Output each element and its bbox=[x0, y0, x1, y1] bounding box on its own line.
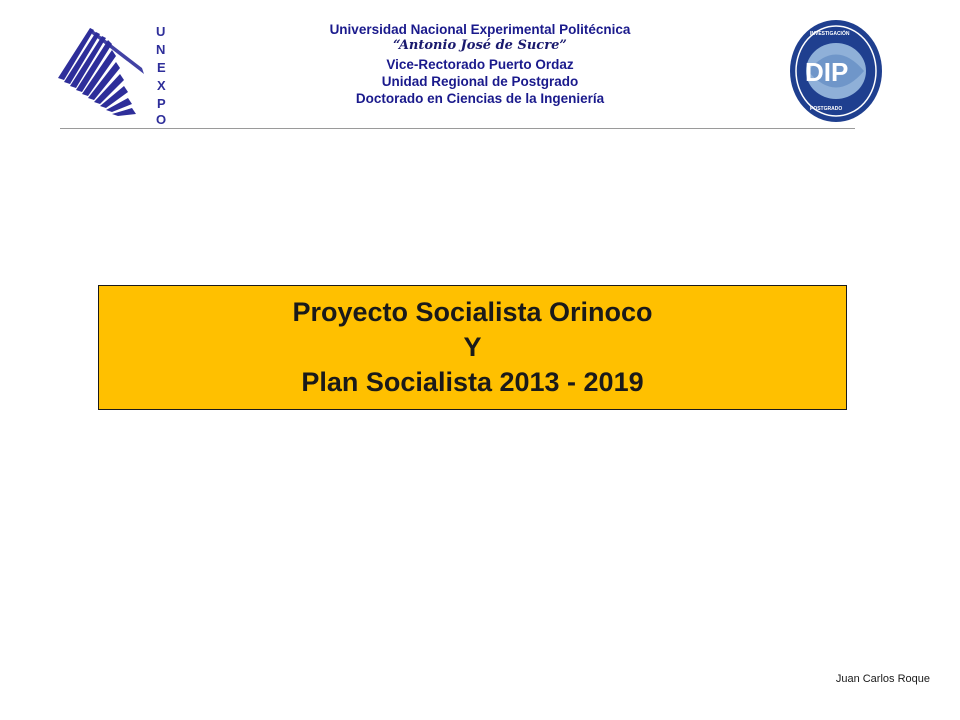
logo-letter: U bbox=[156, 24, 166, 39]
dip-seal bbox=[788, 18, 884, 124]
dip-logo bbox=[788, 18, 884, 124]
doctorate-program: Doctorado en Ciencias de la Ingeniería bbox=[355, 91, 605, 106]
logo-letter: O bbox=[156, 112, 167, 127]
seal-ring-text: POSTGRADO bbox=[810, 106, 843, 112]
logo-letter: N bbox=[156, 42, 166, 57]
title-box bbox=[98, 285, 847, 410]
seal-ring-text: INVESTIGACIÓN bbox=[810, 31, 850, 37]
logo-letter: E bbox=[157, 60, 166, 75]
title-line-2: Y bbox=[463, 332, 482, 362]
seal-letters: DIP bbox=[805, 57, 849, 87]
institution-header bbox=[250, 21, 710, 107]
postgraduate-unit: Unidad Regional de Postgrado bbox=[381, 74, 579, 89]
university-subtitle: “Antonio José de Sucre” bbox=[393, 38, 567, 53]
title-line-1: Proyecto Socialista Orinoco bbox=[292, 297, 653, 327]
vice-rectorate: Vice-Rectorado Puerto Ordaz bbox=[386, 57, 574, 72]
unexpo-logo bbox=[50, 16, 180, 128]
author-name: Juan Carlos Roque bbox=[835, 673, 930, 685]
university-name: Universidad Nacional Experimental Politécnica bbox=[329, 22, 631, 37]
header-divider bbox=[60, 128, 855, 129]
title-line-3: Plan Socialista 2013 - 2019 bbox=[301, 367, 644, 397]
logo-letter: P bbox=[157, 96, 166, 111]
logo-letter: X bbox=[157, 78, 166, 93]
unexpo-emblem bbox=[50, 16, 180, 128]
